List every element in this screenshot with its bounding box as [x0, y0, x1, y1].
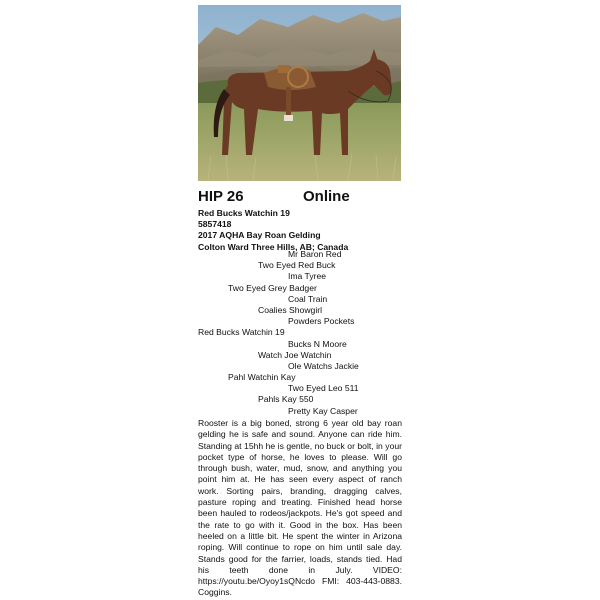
- horse-info: [198, 208, 402, 253]
- pedigree-entry: Pretty Kay Casper: [288, 405, 358, 416]
- pedigree-entry: Two Eyed Grey Badger: [228, 282, 317, 293]
- pedigree-entry: Two Eyed Leo 511: [288, 383, 359, 394]
- pedigree-entry: Two Eyed Red Buck: [258, 260, 336, 271]
- pedigree-entry: Mr Baron Red: [288, 249, 342, 259]
- horse-name: Red Bucks Watchin 19: [198, 208, 290, 218]
- consignor: Colton Ward Three Hills, AB; Canada: [198, 241, 349, 252]
- hip-number: HIP 26: [198, 188, 244, 205]
- pedigree-entry: Coalies Showgirl: [258, 304, 323, 315]
- listing-card: [198, 0, 402, 600]
- pedigree-entry: Coal Train: [288, 293, 328, 304]
- listing-header: [198, 188, 402, 206]
- pedigree-entry: Watch Joe Watchin: [258, 349, 332, 360]
- pedigree-chart: [198, 249, 402, 417]
- sale-status: Online: [303, 188, 350, 205]
- horse-description: 2017 AQHA Bay Roan Gelding: [198, 230, 321, 241]
- pedigree-entry: Ima Tyree: [288, 271, 327, 282]
- pedigree-entry: Bucks N Moore: [288, 338, 347, 349]
- pedigree-entry: Red Bucks Watchin 19: [198, 327, 285, 338]
- pedigree-entry: Powders Pockets: [288, 316, 355, 327]
- registration-number: 5857418: [198, 219, 232, 230]
- pedigree-entry: Pahls Kay 550: [258, 394, 314, 405]
- remarks-text: Rooster is a big boned, strong 6 year old bay roan gelding he is safe and sound. Anyone can ride him. Standing at 15hh he is gentle, no buck or bolt, in your pocket type of horse, he loves to please. Will go through bush, water, mud, snow, and anything you point him at. He has seen every aspect of ranch work. Sorting pairs, branding, dragging calves, pasture roping and treating. Finished head horse been hauled to rodeos/jackpots. He's got speed and the rate to go with it. Good in the box. Has been heeled on a little bit. He spent the winter in Arizona roping. Will continue to rope on him until sale day. Stands good for the farrier, loads, stands tied. Had his teeth done in July. VIDEO: https://youtu.be/Oyoy1sQNcdo FMI: 403-443-0883. Coggins.: [198, 418, 402, 598]
- pedigree-entry: Pahl Watchin Kay: [228, 372, 296, 383]
- pedigree-entry: Ole Watchs Jackie: [288, 360, 359, 371]
- horse-photo: [198, 5, 401, 181]
